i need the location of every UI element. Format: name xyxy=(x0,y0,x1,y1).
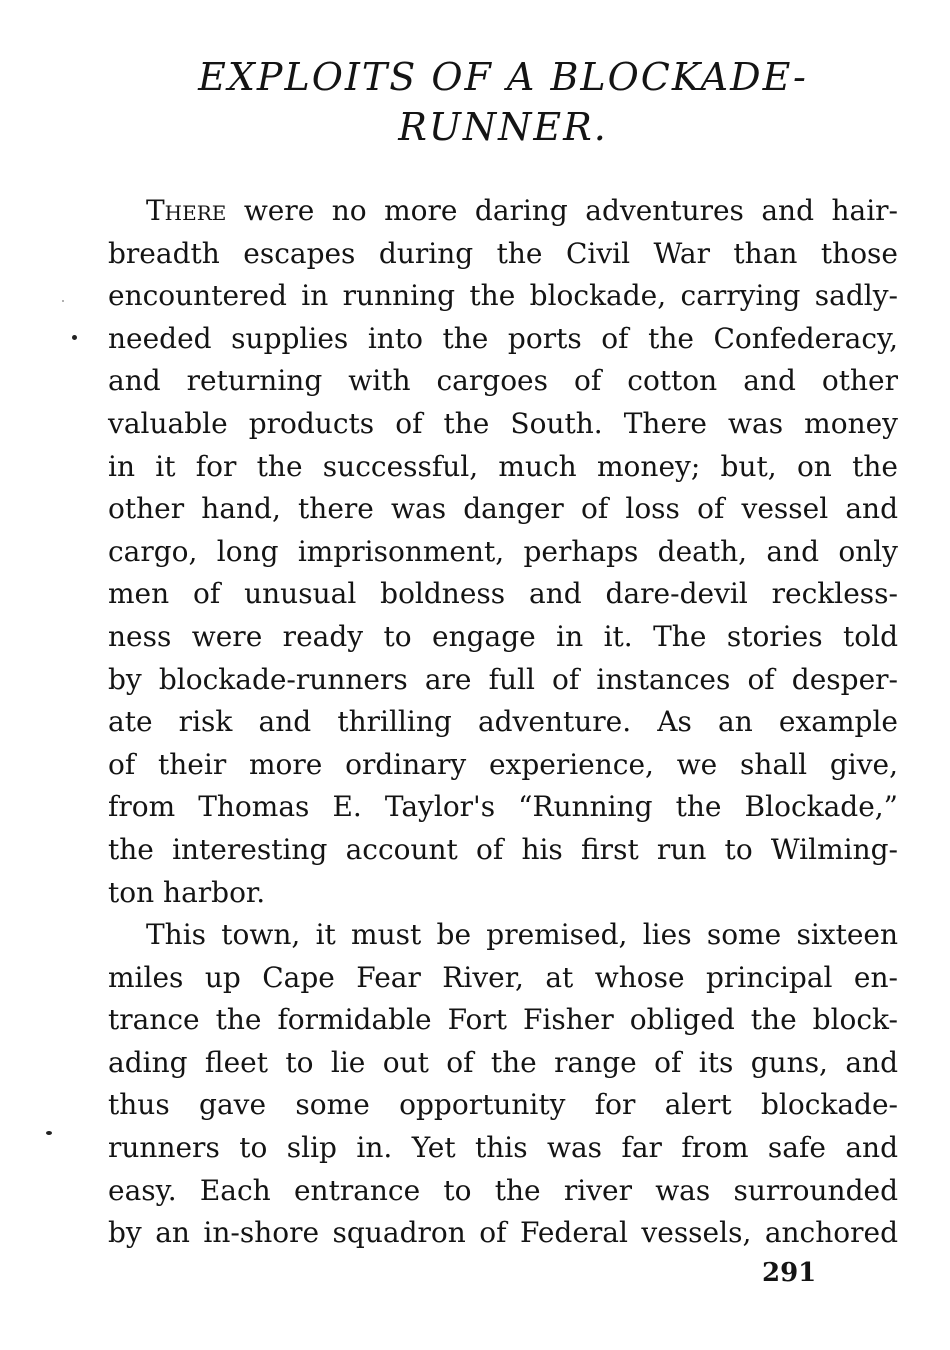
chapter-title-line-1: EXPLOITS OF A BLOCKADE- xyxy=(198,55,808,99)
text-line: of their more ordinary experience, we shall give, xyxy=(108,747,898,781)
text-line xyxy=(108,190,898,233)
text-line: in it for the successful, much money; but, on the xyxy=(108,449,898,483)
text-line: ness were ready to engage in it. The stories told xyxy=(108,619,898,653)
text-line: runners to slip in. Yet this was far from safe and xyxy=(108,1131,898,1165)
text-line: ton harbor. xyxy=(108,875,266,909)
text-line: other hand, there was danger of loss of vessel and xyxy=(108,492,898,526)
margin-speck xyxy=(46,1131,52,1135)
margin-speck xyxy=(72,335,77,340)
text-line: by blockade-runners are full of instances of desper- xyxy=(108,662,898,696)
chapter-title xyxy=(108,52,898,152)
text-line: the interesting account of his first run to Wilming- xyxy=(108,832,898,866)
chapter-title-line-2: RUNNER. xyxy=(398,105,608,149)
margin-speck xyxy=(62,300,64,302)
text-line: ading fleet to lie out of the range of its guns, and xyxy=(108,1045,898,1079)
text-line: from Thomas E. Taylor's “Running the Blockade,” xyxy=(108,790,898,824)
lead-word: There xyxy=(146,194,227,227)
text-line: ate risk and thrilling adventure. As an example xyxy=(108,705,898,739)
text-line: miles up Cape Fear River, at whose principal en- xyxy=(108,960,898,994)
paragraph-2 xyxy=(108,914,898,1255)
text-line: needed supplies into the ports of the Confederacy, xyxy=(108,321,898,355)
text-line: easy. Each entrance to the river was surrounded xyxy=(108,1173,898,1207)
text-line: This town, it must be premised, lies some sixteen xyxy=(146,918,898,952)
text-line: encountered in running the blockade, carrying sadly- xyxy=(108,279,898,313)
paragraph-1 xyxy=(108,190,898,914)
text-line-content: were no more daring adventures and hair- xyxy=(226,194,898,227)
body-text xyxy=(108,190,898,1255)
text-line: and returning with cargoes of cotton and other xyxy=(108,364,898,398)
page-number: 291 xyxy=(762,1258,817,1288)
text-line: thus gave some opportunity for alert blockade- xyxy=(108,1088,898,1122)
page-content xyxy=(108,52,898,1255)
text-line: trance the formidable Fort Fisher obliged the block- xyxy=(108,1003,898,1037)
text-line: cargo, long imprisonment, perhaps death, and only xyxy=(108,534,898,568)
text-line: men of unusual boldness and dare-devil reckless- xyxy=(108,577,898,611)
text-line: valuable products of the South. There was money xyxy=(108,406,898,440)
text-line: by an in-shore squadron of Federal vessels, anchored xyxy=(108,1216,898,1250)
text-line: breadth escapes during the Civil War than those xyxy=(108,236,898,270)
